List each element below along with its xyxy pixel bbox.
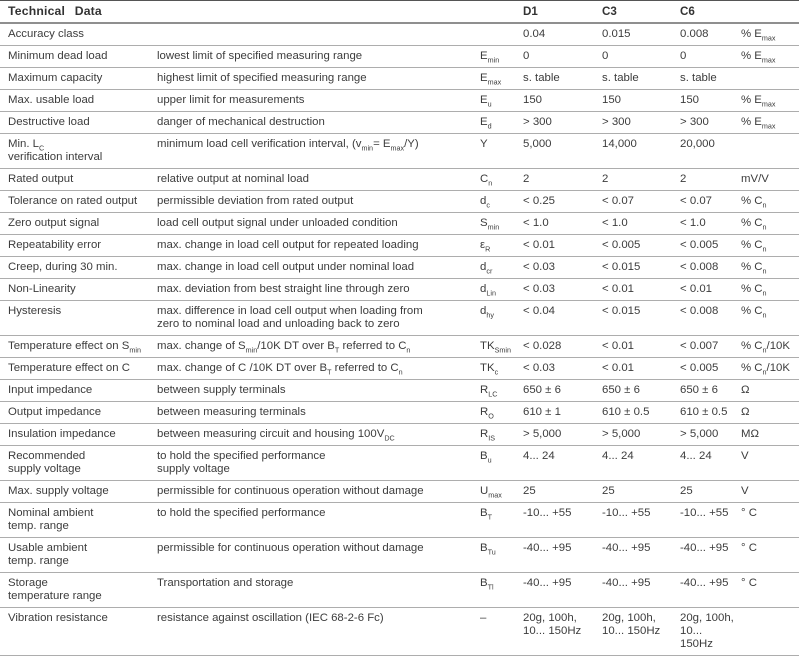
table-row: [0, 90, 799, 112]
value-d1: < 0.03: [523, 257, 602, 279]
value-c3: 150: [602, 90, 680, 112]
value-c3: 0: [602, 46, 680, 68]
value-d1: s. table: [523, 68, 602, 90]
symbol: $B_{Tu}$: [480, 538, 523, 573]
symbol: $S_{min}$: [480, 213, 523, 235]
value-c6: > 5,000: [680, 424, 737, 446]
value-c3: > 5,000: [602, 424, 680, 446]
description: minimum load cell verification interval, $(v_{min}= E_{max}/Y)$: [157, 134, 480, 169]
param-name: Maximum capacity: [0, 68, 157, 90]
value-c3: < 0.01: [602, 358, 680, 380]
value-d1: > 5,000: [523, 424, 602, 446]
description: Transportation and storage: [157, 573, 480, 608]
value-c6: > 300: [680, 112, 737, 134]
value-d1: > 300: [523, 112, 602, 134]
unit-label: [737, 68, 799, 90]
header-unit-spacer: [737, 1, 799, 24]
value-d1: < 0.01: [523, 235, 602, 257]
column-header-d1: D1: [523, 1, 602, 24]
param-name: Vibration resistance: [0, 608, 157, 656]
unit-label: V: [737, 446, 799, 481]
description: between measuring circuit and housing $100V_{DC}$: [157, 424, 480, 446]
value-d1: 0.04: [523, 23, 602, 46]
value-c3: -10... +55: [602, 503, 680, 538]
symbol: $d_{hy}$: [480, 301, 523, 336]
value-c6: < 0.005: [680, 358, 737, 380]
description: between supply terminals: [157, 380, 480, 402]
value-c6: < 0.008: [680, 257, 737, 279]
value-d1: -40... +95: [523, 573, 602, 608]
value-c3: 0.015: [602, 23, 680, 46]
table-row: [0, 235, 799, 257]
unit-label: % $E_{max}$: [737, 23, 799, 46]
value-d1: 2: [523, 169, 602, 191]
table-header-row: [0, 1, 799, 24]
value-d1: 5,000: [523, 134, 602, 169]
value-d1: < 0.03: [523, 358, 602, 380]
param-name: Nominal ambient temp. range: [0, 503, 157, 538]
table-title: Technical Data: [0, 1, 157, 24]
unit-label: % $C_n$: [737, 191, 799, 213]
value-c6: s. table: [680, 68, 737, 90]
symbol: $E_d$: [480, 112, 523, 134]
value-d1: < 0.04: [523, 301, 602, 336]
description: lowest limit of specified measuring range: [157, 46, 480, 68]
value-c6: 4... 24: [680, 446, 737, 481]
unit-label: MΩ: [737, 424, 799, 446]
table-row: [0, 424, 799, 446]
table-row: [0, 446, 799, 481]
value-d1: < 0.028: [523, 336, 602, 358]
value-d1: 150: [523, 90, 602, 112]
value-c6: -10... +55: [680, 503, 737, 538]
value-c3: < 0.015: [602, 257, 680, 279]
table-row: [0, 257, 799, 279]
value-c6: < 1.0: [680, 213, 737, 235]
unit-label: % $C_n$: [737, 257, 799, 279]
unit-label: % $E_{max}$: [737, 112, 799, 134]
value-d1: 4... 24: [523, 446, 602, 481]
header-description-spacer: [157, 1, 480, 24]
symbol: $TK_c$: [480, 358, 523, 380]
unit-label: Ω: [737, 402, 799, 424]
value-c3: > 300: [602, 112, 680, 134]
column-header-c3: C3: [602, 1, 680, 24]
description: load cell output signal under unloaded condition: [157, 213, 480, 235]
value-d1: < 1.0: [523, 213, 602, 235]
param-name: Storage temperature range: [0, 573, 157, 608]
symbol: $R_O$: [480, 402, 523, 424]
value-c3: < 0.01: [602, 279, 680, 301]
symbol: $U_{max}$: [480, 481, 523, 503]
description: permissible deviation from rated output: [157, 191, 480, 213]
symbol: $E_{min}$: [480, 46, 523, 68]
symbol: –: [480, 608, 523, 656]
value-c3: 25: [602, 481, 680, 503]
value-d1: < 0.25: [523, 191, 602, 213]
unit-label: [737, 608, 799, 656]
param-name: Tolerance on rated output: [0, 191, 157, 213]
value-c6: 0: [680, 46, 737, 68]
unit-label: % $E_{max}$: [737, 90, 799, 112]
param-name: Insulation impedance: [0, 424, 157, 446]
unit-label: % $E_{max}$: [737, 46, 799, 68]
description: danger of mechanical destruction: [157, 112, 480, 134]
value-c6: < 0.01: [680, 279, 737, 301]
table-row: [0, 279, 799, 301]
symbol: $d_{Lin}$: [480, 279, 523, 301]
symbol: $E_{max}$: [480, 68, 523, 90]
value-c3: 650 ± 6: [602, 380, 680, 402]
param-name: Rated output: [0, 169, 157, 191]
description: resistance against oscillation (IEC 68-2-6 Fc): [157, 608, 480, 656]
table-row: [0, 46, 799, 68]
description: relative output at nominal load: [157, 169, 480, 191]
value-c6: 0.008: [680, 23, 737, 46]
table-row: [0, 213, 799, 235]
value-d1: 610 ± 1: [523, 402, 602, 424]
unit-label: ° C: [737, 503, 799, 538]
table-row: [0, 301, 799, 336]
value-c6: 20g, 100h, 10... 150Hz: [680, 608, 737, 656]
column-header-c6: C6: [680, 1, 737, 24]
description: permissible for continuous operation without damage: [157, 481, 480, 503]
table-body: [0, 23, 799, 656]
unit-label: ° C: [737, 538, 799, 573]
value-c3: 610 ± 0.5: [602, 402, 680, 424]
param-name: Max. supply voltage: [0, 481, 157, 503]
value-c6: -40... +95: [680, 538, 737, 573]
description: upper limit for measurements: [157, 90, 480, 112]
table-row: [0, 68, 799, 90]
value-c3: -40... +95: [602, 573, 680, 608]
param-name: Zero output signal: [0, 213, 157, 235]
param-name: Temperature effect on $S_{min}$: [0, 336, 157, 358]
description: [157, 23, 480, 46]
description: to hold the specified performance supply voltage: [157, 446, 480, 481]
value-d1: < 0.03: [523, 279, 602, 301]
symbol: [480, 23, 523, 46]
value-c6: 650 ± 6: [680, 380, 737, 402]
description: highest limit of specified measuring range: [157, 68, 480, 90]
param-name: Minimum dead load: [0, 46, 157, 68]
param-name: Recommended supply voltage: [0, 446, 157, 481]
table-row: [0, 358, 799, 380]
symbol: $TK_{Smin}$: [480, 336, 523, 358]
table-row: [0, 503, 799, 538]
table-row: [0, 23, 799, 46]
unit-label: % $C_n/10K$: [737, 358, 799, 380]
unit-label: V: [737, 481, 799, 503]
param-name: Hysteresis: [0, 301, 157, 336]
table-row: [0, 134, 799, 169]
symbol: $R_{IS}$: [480, 424, 523, 446]
value-d1: -10... +55: [523, 503, 602, 538]
unit-label: ° C: [737, 573, 799, 608]
value-c3: 14,000: [602, 134, 680, 169]
param-name: Creep, during 30 min.: [0, 257, 157, 279]
value-c3: < 0.07: [602, 191, 680, 213]
param-name: Temperature effect on C: [0, 358, 157, 380]
symbol: $B_T$: [480, 503, 523, 538]
description: max. deviation from best straight line through zero: [157, 279, 480, 301]
value-c6: 610 ± 0.5: [680, 402, 737, 424]
value-d1: 20g, 100h, 10... 150Hz: [523, 608, 602, 656]
table-row: [0, 169, 799, 191]
table-row: [0, 191, 799, 213]
table-row: [0, 481, 799, 503]
value-c6: < 0.005: [680, 235, 737, 257]
description: permissible for continuous operation without damage: [157, 538, 480, 573]
value-c3: < 0.01: [602, 336, 680, 358]
value-d1: 650 ± 6: [523, 380, 602, 402]
symbol: $B_{Tl}$: [480, 573, 523, 608]
unit-label: Ω: [737, 380, 799, 402]
unit-label: % $C_n$: [737, 301, 799, 336]
table-row: [0, 538, 799, 573]
symbol: $E_u$: [480, 90, 523, 112]
table-row: [0, 402, 799, 424]
table-row: [0, 380, 799, 402]
table-row: [0, 112, 799, 134]
unit-label: % $C_n$: [737, 279, 799, 301]
value-c3: < 0.015: [602, 301, 680, 336]
description: max. change in load cell output for repeated loading: [157, 235, 480, 257]
param-name: Input impedance: [0, 380, 157, 402]
param-name: Max. usable load: [0, 90, 157, 112]
value-c6: 20,000: [680, 134, 737, 169]
description: between measuring terminals: [157, 402, 480, 424]
table-row: [0, 608, 799, 656]
value-c3: -40... +95: [602, 538, 680, 573]
value-c6: 150: [680, 90, 737, 112]
description: max. difference in load cell output when loading from zero to nominal load and unloading back to zero: [157, 301, 480, 336]
header-symbol-spacer: [480, 1, 523, 24]
value-c6: < 0.007: [680, 336, 737, 358]
symbol: Y: [480, 134, 523, 169]
value-c3: < 0.005: [602, 235, 680, 257]
value-d1: -40... +95: [523, 538, 602, 573]
symbol: $d_{cr}$: [480, 257, 523, 279]
value-d1: 0: [523, 46, 602, 68]
value-c3: 2: [602, 169, 680, 191]
param-name: Destructive load: [0, 112, 157, 134]
param-name: Output impedance: [0, 402, 157, 424]
value-c6: < 0.008: [680, 301, 737, 336]
value-d1: 25: [523, 481, 602, 503]
symbol: $\varepsilon_R$: [480, 235, 523, 257]
description: max. change of C /10K DT over $B_T$ referred to $C_n$: [157, 358, 480, 380]
value-c3: < 1.0: [602, 213, 680, 235]
symbol: $R_{LC}$: [480, 380, 523, 402]
symbol: $C_n$: [480, 169, 523, 191]
table-row: [0, 336, 799, 358]
description: to hold the specified performance: [157, 503, 480, 538]
value-c6: < 0.07: [680, 191, 737, 213]
unit-label: % $C_n$: [737, 235, 799, 257]
value-c6: 2: [680, 169, 737, 191]
value-c3: 4... 24: [602, 446, 680, 481]
value-c3: s. table: [602, 68, 680, 90]
param-name: Min. $L_C$ verification interval: [0, 134, 157, 169]
symbol: $d_c$: [480, 191, 523, 213]
param-name: Accuracy class: [0, 23, 157, 46]
unit-label: % $C_n/10K$: [737, 336, 799, 358]
symbol: $B_u$: [480, 446, 523, 481]
value-c6: 25: [680, 481, 737, 503]
unit-label: mV/V: [737, 169, 799, 191]
value-c3: 20g, 100h, 10... 150Hz: [602, 608, 680, 656]
unit-label: % $C_n$: [737, 213, 799, 235]
description: max. change in load cell output under nominal load: [157, 257, 480, 279]
param-name: Non-Linearity: [0, 279, 157, 301]
table-row: [0, 573, 799, 608]
description: max. change of $S_{min}/10K$ DT over $B_T$ referred to $C_n$: [157, 336, 480, 358]
param-name: Repeatability error: [0, 235, 157, 257]
unit-label: [737, 134, 799, 169]
value-c6: -40... +95: [680, 573, 737, 608]
param-name: Usable ambient temp. range: [0, 538, 157, 573]
